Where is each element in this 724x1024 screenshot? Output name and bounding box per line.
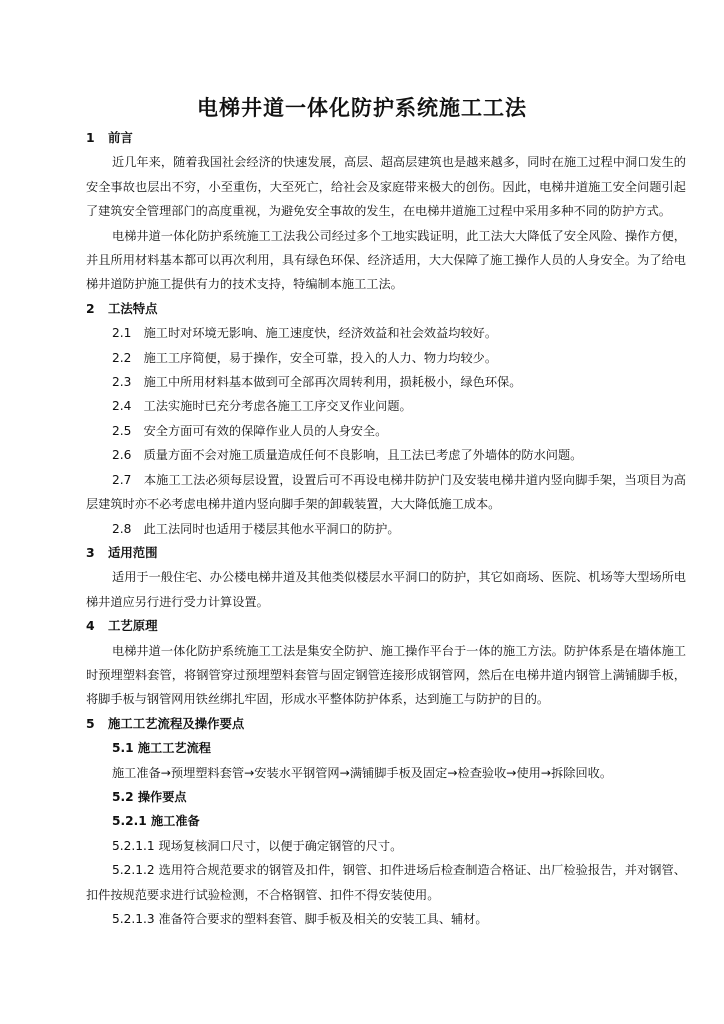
section-2-heading — [86, 297, 686, 321]
section-1-heading — [86, 126, 686, 150]
paragraph: 电梯井道一体化防护系统施工工法是集安全防护、施工操作平台于一体的施工方法。防护体系是在墙体施工时预埋塑料套管，将钢管穿过预埋塑料套管与固定钢管连接形成钢管网，然后在电梯井道内钢管上满铺脚手板，将脚手板与钢管网用铁丝绑扎牢固，形成水平整体防护体系，达到施工与防护的目的。 — [86, 643, 686, 707]
list-item: 2.6 质量方面不会对施工质量造成任何不良影响，且工法已考虑了外墙体的防水问题。 — [112, 448, 583, 463]
section-3-heading — [86, 541, 686, 565]
subsubsection-heading: 5.2.1 施工准备 — [112, 814, 200, 829]
document-title: 电梯井道一体化防护系统施工工法 — [197, 96, 527, 120]
list-item: 2.2 施工工序简便，易于操作，安全可靠，投入的人力、物力均较少。 — [112, 350, 498, 365]
flow-paragraph: 施工准备→预埋塑料套管→安装水平钢管网→满铺脚手板及固定→检查验收→使用→拆除回收。 — [112, 765, 613, 780]
paragraph: 适用于一般住宅、办公楼电梯井道及其他类似楼层水平洞口的防护，其它如商场、医院、机场等大型场所电梯井道应另行进行受力计算设置。 — [86, 570, 686, 609]
subsection-heading: 5.2 操作要点 — [112, 789, 187, 804]
list-item: 2.5 安全方面可有效的保障作业人员的人身安全。 — [112, 423, 388, 438]
list-item: 5.2.1.3 准备符合要求的塑料套管、脚手板及相关的安装工具、辅材。 — [112, 912, 488, 926]
section-number: 5 — [86, 715, 95, 731]
list-item: 2.4 工法实施时已充分考虑各施工工序交叉作业问题。 — [112, 399, 412, 414]
paragraph: 电梯井道一体化防护系统施工工法我公司经过多个工地实践证明，此工法大大降低了安全风险、操作方便，并且所用材料基本都可以再次利用，具有绿色环保、经济适用，大大保障了施工操作人员的人身安全。为了给电梯井道防护施工提供有力的技术支持，特编制本施工工法。 — [86, 228, 686, 292]
section-5-heading — [86, 712, 686, 736]
list-item: 2.7 本施工工法必须每层设置，设置后可不再设电梯井防护门及安装电梯井道内竖向脚手架，当项目为高层建筑时亦不必考虑电梯井道内竖向脚手架的卸载装置，大大降低施工成本。 — [86, 472, 686, 512]
section-number: 2 — [86, 300, 95, 316]
subsection-heading: 5.1 施工工艺流程 — [112, 741, 211, 756]
section-title: 工法特点 — [108, 300, 158, 316]
list-item: 5.2.1.1 现场复核洞口尺寸，以便于确定钢管的尺寸。 — [112, 838, 403, 853]
section-number: 1 — [86, 130, 95, 145]
document-body — [86, 126, 686, 931]
section-number: 4 — [86, 618, 95, 634]
section-title: 适用范围 — [108, 544, 158, 560]
section-title: 工艺原理 — [108, 618, 158, 634]
section-4-heading — [86, 614, 686, 638]
list-item: 2.1 施工时对环境无影响、施工速度快，经济效益和社会效益均较好。 — [112, 326, 498, 341]
list-item: 2.3 施工中所用材料基本做到可全部再次周转利用，损耗极小，绿色环保。 — [112, 375, 522, 390]
paragraph: 近几年来，随着我国社会经济的快速发展，高层、超高层建筑也是越来越多，同时在施工过程中洞口发生的安全事故也层出不穷，小至重伤，大至死亡，给社会及家庭带来极大的创伤。因此，电梯井道施工安全问题引起了建筑安全管理部门的高度重视，为避免安全事故的发生，在电梯井道施工过程中采用多种不同的防护方式。 — [86, 155, 686, 219]
section-number: 3 — [86, 544, 95, 560]
list-item: 5.2.1.2 选用符合规范要求的钢管及扣件，钢管、扣件进场后检查制造合格证、出厂检验报告，并对钢管、扣件按规范要求进行试验检测，不合格钢管、扣件不得安装使用。 — [86, 863, 686, 902]
section-title: 前言 — [108, 130, 133, 145]
list-item: 2.8 此工法同时也适用于楼层其他水平洞口的防护。 — [112, 521, 400, 536]
section-title: 施工工艺流程及操作要点 — [108, 715, 245, 731]
